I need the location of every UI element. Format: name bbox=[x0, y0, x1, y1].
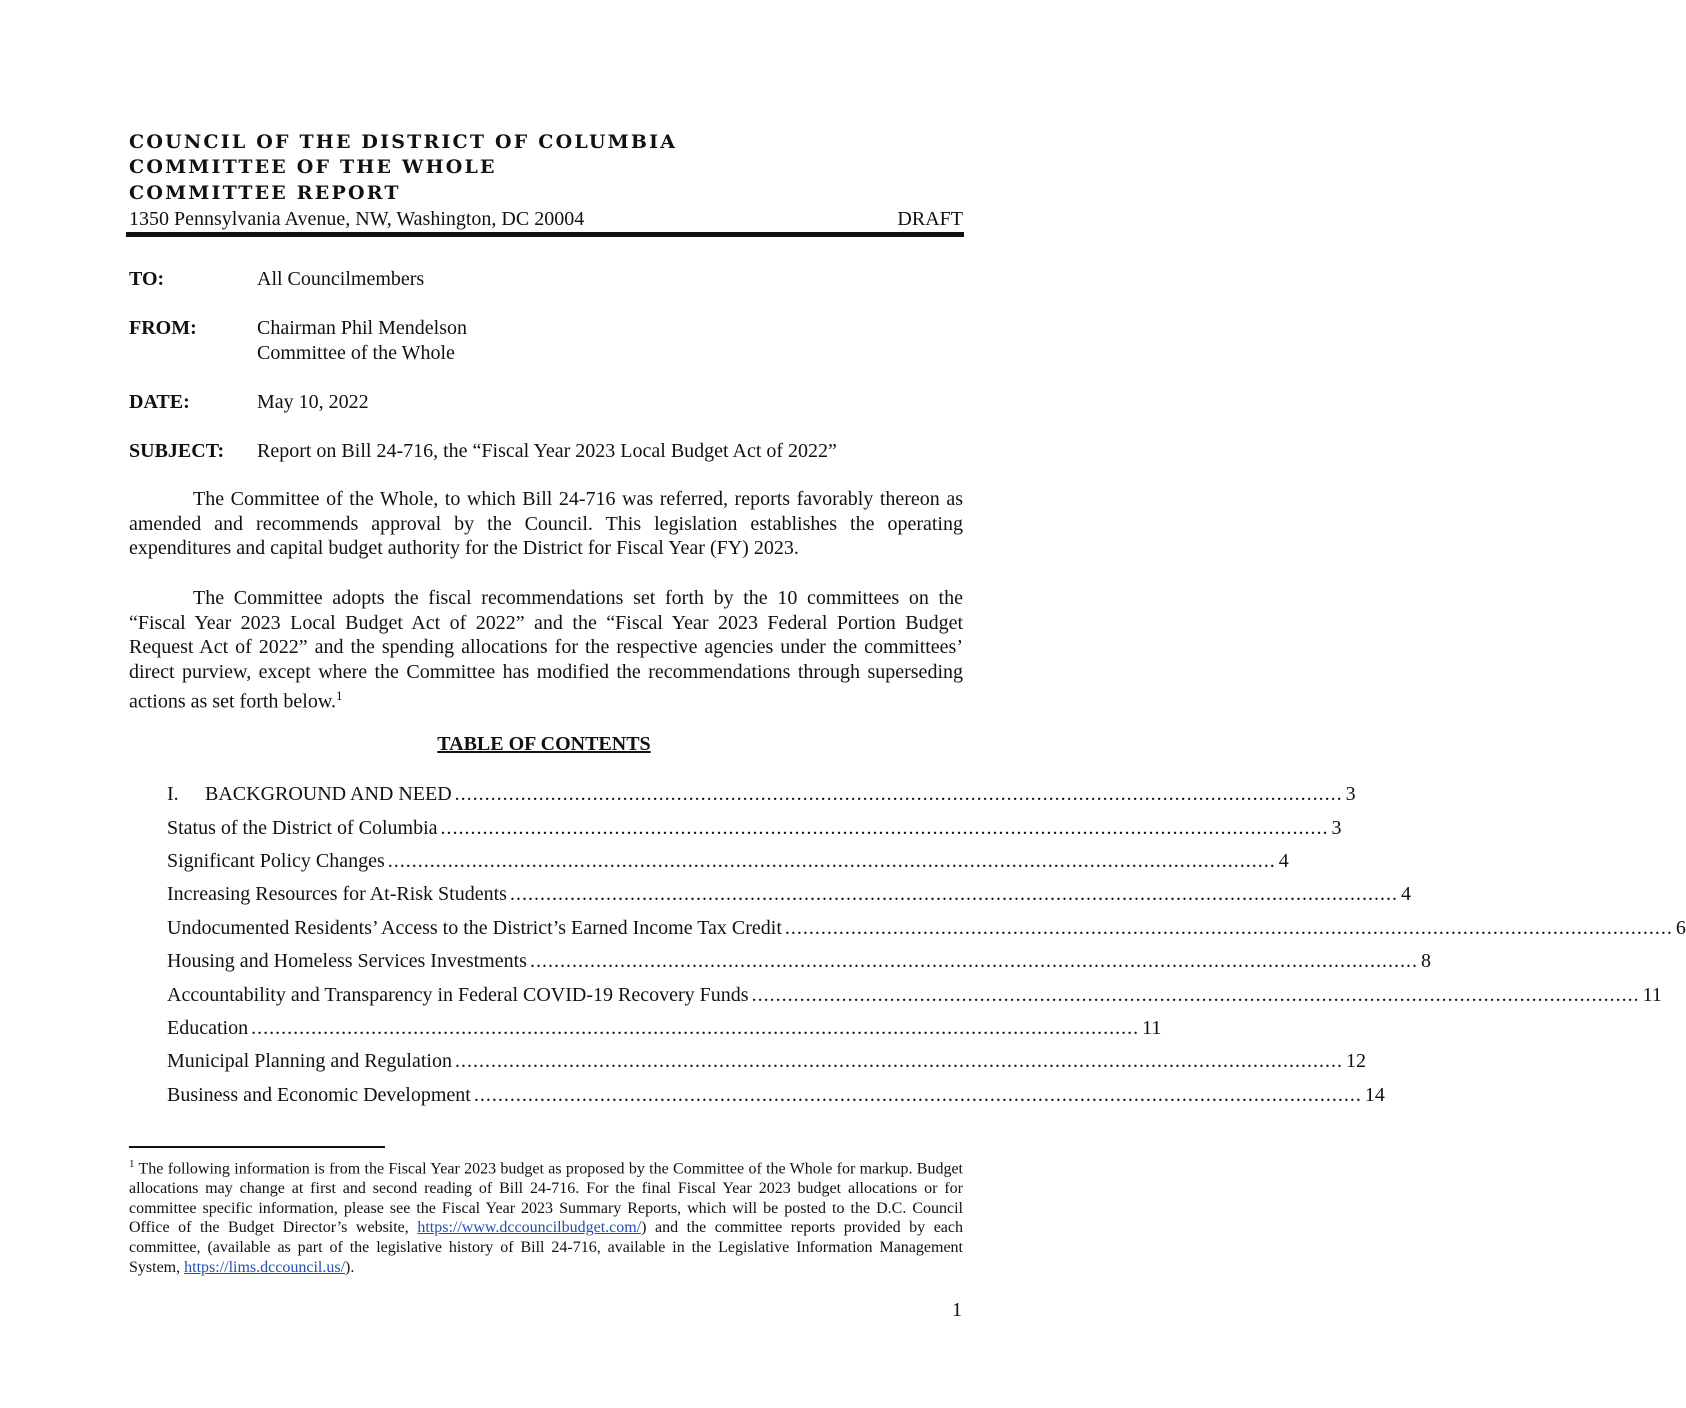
header-address: 1350 Pennsylvania Avenue, NW, Washington, DC 20004 bbox=[129, 208, 585, 230]
toc-item[interactable]: Municipal Planning and Regulation .................................................................................................................................................... 12 bbox=[167, 1050, 1366, 1072]
toc-item[interactable]: Increasing Resources for At-Risk Students .................................................................................................................................................... 4 bbox=[167, 883, 1411, 905]
to-value: All Councilmembers bbox=[257, 268, 425, 290]
toc-item[interactable]: Status of the District of Columbia .................................................................................................................................................... 3 bbox=[167, 817, 1342, 839]
toc-dot-leader: .................................................................................................................................................... bbox=[751, 984, 1640, 1006]
draft-label: DRAFT bbox=[897, 208, 963, 230]
toc-item[interactable]: I. BACKGROUND AND NEED .................................................................................................................................................... 3 bbox=[167, 783, 1356, 805]
footnote-marker: 1 bbox=[129, 1158, 135, 1170]
footnote-text-1: The following information is from the Fiscal Year 2023 budget as proposed by the Committee of the Whole for markup. Budget allocations may change at first and second reading of Bill 24-716. For the final Fiscal Year 2023 budget allocations or for committee specific information, please see the Fiscal Year 2023 Summary Reports, which will be posted to the D.C. Council Office of the Budget Director’s website, bbox=[129, 1160, 963, 1237]
toc-item[interactable]: Significant Policy Changes .................................................................................................................................................... 4 bbox=[167, 850, 1289, 872]
toc-dot-leader: .................................................................................................................................................... bbox=[784, 917, 1673, 939]
date-label: DATE: bbox=[129, 391, 190, 413]
from-value-name: Chairman Phil Mendelson bbox=[257, 317, 467, 339]
toc-dot-leader: .................................................................................................................................................... bbox=[454, 1050, 1343, 1072]
adoption-paragraph bbox=[129, 586, 963, 715]
from-value-committee: Committee of the Whole bbox=[257, 342, 455, 364]
footnote-text-3: ). bbox=[345, 1258, 355, 1276]
toc-item[interactable]: Housing and Homeless Services Investments .................................................................................................................................................... 8 bbox=[167, 950, 1431, 972]
toc-title: TABLE OF CONTENTS bbox=[437, 733, 651, 755]
toc-dot-leader: .................................................................................................................................................... bbox=[440, 817, 1329, 839]
toc-dot-leader: .................................................................................................................................................... bbox=[251, 1017, 1140, 1039]
header-council-name: COUNCIL OF THE DISTRICT OF COLUMBIA bbox=[129, 131, 678, 153]
footnote-text-2: ) and the committee reports provided by each committee, (available as part of the legislative history of Bill 24-716, available in the Legislative Information Management System, bbox=[129, 1219, 964, 1276]
date-value: May 10, 2022 bbox=[257, 391, 369, 413]
budget-website-link[interactable]: https://www.dccouncilbudget.com/ bbox=[417, 1219, 642, 1237]
toc-item[interactable]: Education .................................................................................................................................................... 11 bbox=[167, 1017, 1162, 1039]
footnote-separator bbox=[129, 1146, 385, 1148]
header-committee-name: COMMITTEE OF THE WHOLE bbox=[129, 156, 497, 178]
intro-paragraph: The Committee of the Whole, to which Bill 24-716 was referred, reports favorably thereon as amended and recommends approval by the Council. This legislation establishes the operating expenditures and capital budget authority for the District for Fiscal Year (FY) 2023. bbox=[129, 488, 963, 560]
page-number: 1 bbox=[952, 1299, 962, 1321]
footnote bbox=[129, 1155, 963, 1278]
toc-dot-leader: .................................................................................................................................................... bbox=[473, 1084, 1362, 1106]
toc-item[interactable]: Business and Economic Development .................................................................................................................................................... 14 bbox=[167, 1084, 1385, 1106]
from-label: FROM: bbox=[129, 317, 197, 339]
toc-dot-leader: .................................................................................................................................................... bbox=[509, 883, 1398, 905]
adoption-paragraph-text: The Committee adopts the fiscal recommendations set forth by the 10 committees on the “Fiscal Year 2023 Local Budget Act of 2022” and the “Fiscal Year 2023 Federal Portion Budget Request Act of 2022” and the spending allocations for the respective agencies under the committees’ direct purview, except where the Committee has modified the recommendations through superseding actions as set forth below. bbox=[129, 587, 963, 714]
toc-item[interactable]: Accountability and Transparency in Federal COVID-19 Recovery Funds .................................................................................................................................................... 11 bbox=[167, 984, 1662, 1006]
footnote-reference[interactable]: 1 bbox=[335, 688, 343, 704]
to-label: TO: bbox=[129, 268, 165, 290]
subject-value: Report on Bill 24-716, the “Fiscal Year 2023 Local Budget Act of 2022” bbox=[257, 440, 837, 462]
toc-dot-leader: .................................................................................................................................................... bbox=[387, 850, 1276, 872]
address-row bbox=[129, 206, 963, 232]
subject-label: SUBJECT: bbox=[129, 440, 225, 462]
header-report-title: COMMITTEE REPORT bbox=[129, 182, 401, 204]
toc-dot-leader: .................................................................................................................................................... bbox=[454, 783, 1343, 805]
toc-item[interactable]: Undocumented Residents’ Access to the District’s Earned Income Tax Credit .................................................................................................................................................... 6 bbox=[167, 917, 1686, 939]
header-rule bbox=[126, 232, 964, 237]
toc-dot-leader: .................................................................................................................................................... bbox=[529, 950, 1418, 972]
lims-link[interactable]: https://lims.dccouncil.us/ bbox=[184, 1258, 346, 1276]
